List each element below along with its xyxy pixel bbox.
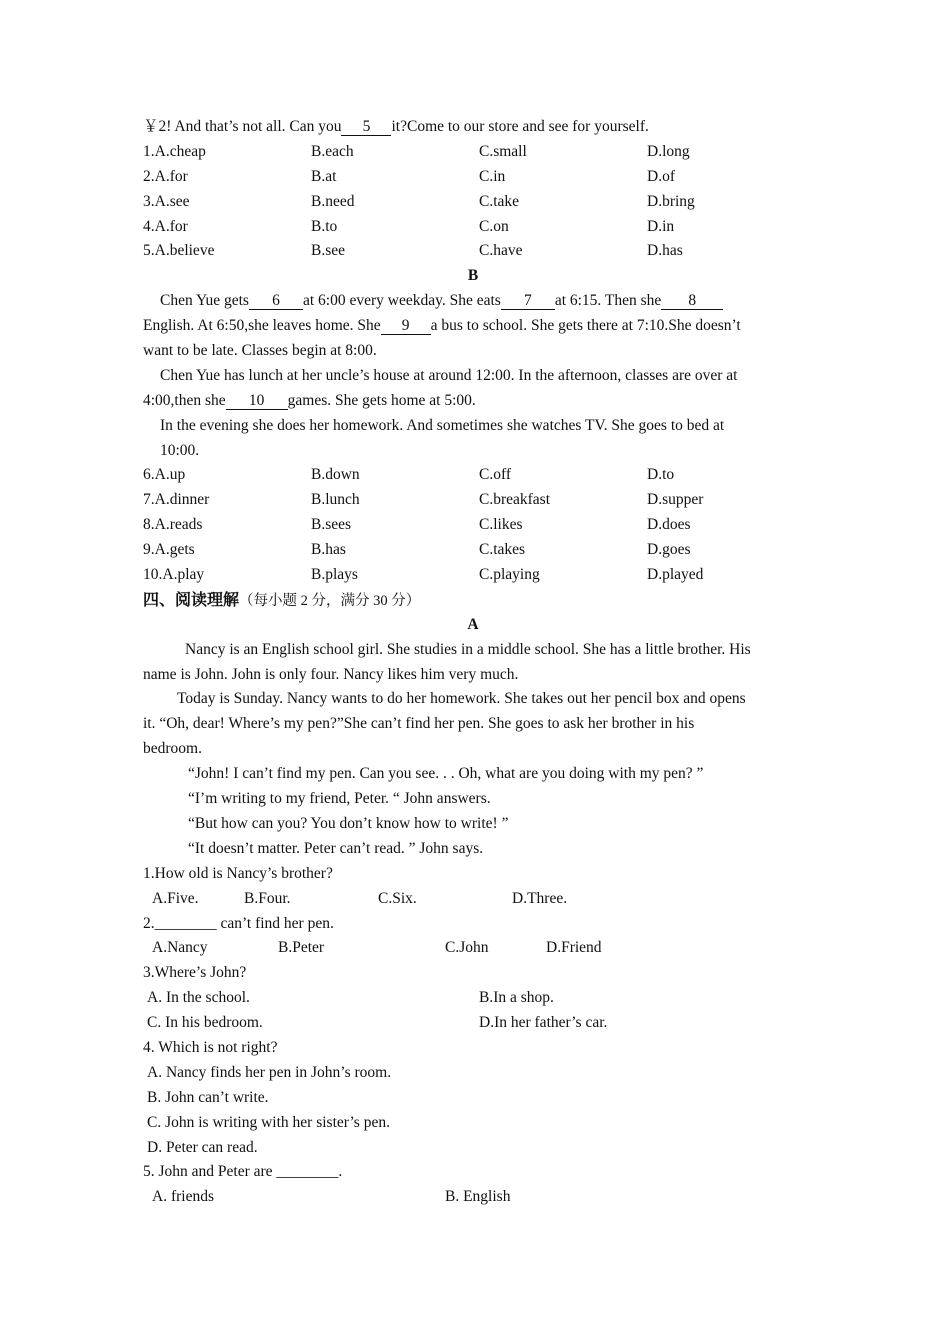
option: C.off [479, 466, 512, 484]
text: it?Come to our store and see for yourself. [391, 118, 649, 135]
option-row [143, 538, 803, 563]
blank-9: 9 [381, 317, 431, 335]
option: C.takes [479, 541, 526, 559]
text: at 6:00 every weekday. She eats [302, 292, 501, 310]
option: C.playing [479, 566, 540, 584]
option: D.long [647, 142, 690, 160]
exam-page [143, 115, 803, 1210]
option: D.in [647, 217, 675, 235]
text: Chen Yue gets [160, 292, 249, 310]
option: B.need [311, 192, 355, 210]
option: 6.A.up [143, 466, 186, 484]
passage-line: want to be late. Classes begin at 8:00. [143, 342, 377, 360]
passage-line: it. “Oh, dear! Where’s my pen?”She can’t find her pen. She goes to ask her brother in his [143, 715, 695, 733]
option: 1.A.cheap [143, 142, 206, 160]
option: D.In her father’s car. [479, 1014, 608, 1032]
option-row [143, 215, 803, 240]
option: D.has [647, 242, 683, 260]
option: D.played [647, 566, 704, 584]
question-3-options [143, 1011, 803, 1036]
heading-text: 四、阅读理解 [143, 589, 240, 609]
option: D.bring [647, 192, 695, 210]
text: at 6:15. Then she [554, 292, 662, 310]
option: C.likes [479, 516, 523, 534]
option: C.take [479, 192, 520, 210]
option: C.small [479, 142, 527, 160]
option: 5.A.believe [143, 242, 215, 260]
option: B.has [311, 541, 346, 559]
question-5-options [143, 1185, 803, 1210]
section-heading [143, 588, 803, 613]
option: C.in [479, 167, 506, 185]
passage-line [143, 314, 803, 339]
option: B.sees [311, 516, 352, 534]
question-4: 4. Which is not right? [143, 1038, 278, 1056]
question-3: 3.Where’s John? [143, 964, 247, 982]
question-1-options [143, 887, 803, 912]
passage-line [143, 389, 803, 414]
option: B.each [311, 142, 354, 160]
option-row [143, 165, 803, 190]
option: D.does [647, 516, 691, 534]
passage-line: Chen Yue has lunch at her uncle’s house at around 12:00. In the afternoon, classes are over at [160, 366, 738, 384]
blank-8: 8 [661, 292, 723, 310]
option: B.down [311, 466, 360, 484]
option: C.Six. [378, 889, 417, 907]
passage-line: name is John. John is only four. Nancy likes him very much. [143, 665, 519, 683]
option: C.breakfast [479, 491, 551, 509]
text: ￥2! And that’s not all. Can you [143, 118, 342, 135]
question-5: 5. John and Peter are ________. [143, 1163, 343, 1181]
option: 8.A.reads [143, 516, 203, 534]
passage-line: 10:00. [160, 441, 200, 459]
text: games. She gets home at 5:00. [287, 391, 476, 409]
option-row [143, 563, 803, 588]
passage-line [143, 289, 803, 314]
question-2-options [143, 936, 803, 961]
passage-line: In the evening she does her homework. And sometimes she watches TV. She goes to bed at [160, 416, 725, 434]
option: B.see [311, 242, 346, 260]
option: 10.A.play [143, 566, 205, 584]
option: B.lunch [311, 491, 360, 509]
blank-7: 7 [501, 292, 555, 310]
option: C.on [479, 217, 509, 235]
option-row [143, 190, 803, 215]
passage-line [143, 115, 803, 140]
blank-6: 6 [249, 292, 303, 310]
option-row [143, 488, 803, 513]
option: A. friends [152, 1188, 214, 1206]
option: B.Peter [278, 939, 325, 957]
option: A. In the school. [147, 989, 250, 1007]
text: 4:00,then she [143, 391, 226, 409]
dialogue-line: “It doesn’t matter. Peter can’t read. ” John says. [188, 839, 484, 857]
blank-5: 5 [341, 118, 391, 136]
option: B. English [445, 1188, 511, 1206]
option: 3.A.see [143, 192, 190, 210]
option: B.to [311, 217, 338, 235]
option: 4.A.for [143, 217, 188, 235]
option: B.plays [311, 566, 358, 584]
heading-subtext: （每小题 2 分，满分 30 分） [239, 592, 421, 609]
option: 2.A.for [143, 167, 188, 185]
option: B. John can’t write. [147, 1088, 269, 1106]
option: 7.A.dinner [143, 491, 210, 509]
option-row [143, 140, 803, 165]
section-title-b: B [467, 267, 479, 285]
dialogue-line: “But how can you? You don’t know how to write! ” [188, 814, 509, 832]
option: D.supper [647, 491, 704, 509]
option: C.have [479, 242, 523, 260]
blank-10: 10 [226, 392, 288, 410]
passage-line: Nancy is an English school girl. She studies in a middle school. She has a little brother. His [185, 640, 751, 658]
option-row [143, 463, 803, 488]
option: C. In his bedroom. [147, 1014, 263, 1032]
section-title-a: A [467, 615, 479, 633]
option: D.Three. [512, 889, 568, 907]
option: A.Five. [152, 889, 199, 907]
option: D.goes [647, 541, 691, 559]
option: B.Four. [244, 889, 291, 907]
option: B.at [311, 167, 337, 185]
option: A. Nancy finds her pen in John’s room. [147, 1063, 392, 1081]
option: B.In a shop. [479, 989, 554, 1007]
option: D. Peter can read. [147, 1138, 258, 1156]
text: English. At 6:50,she leaves home. She [143, 317, 381, 335]
question-1: 1.How old is Nancy’s brother? [143, 864, 333, 882]
passage-line: Today is Sunday. Nancy wants to do her homework. She takes out her pencil box and opens [177, 690, 746, 708]
question-2: 2.________ can’t find her pen. [143, 914, 334, 932]
option: C.John [445, 939, 489, 957]
option-row [143, 513, 803, 538]
option: 9.A.gets [143, 541, 195, 559]
option: C. John is writing with her sister’s pen. [147, 1113, 390, 1131]
option: A.Nancy [152, 939, 208, 957]
option: D.Friend [546, 939, 602, 957]
dialogue-line: “John! I can’t find my pen. Can you see. . . Oh, what are you doing with my pen? ” [188, 765, 704, 783]
option: D.to [647, 466, 675, 484]
option: D.of [647, 167, 675, 185]
question-3-options [143, 986, 803, 1011]
text: a bus to school. She gets there at 7:10.She doesn’t [430, 317, 741, 335]
option-row [143, 239, 803, 264]
passage-line: bedroom. [143, 740, 202, 758]
dialogue-line: “I’m writing to my friend, Peter. “ John answers. [188, 790, 491, 808]
